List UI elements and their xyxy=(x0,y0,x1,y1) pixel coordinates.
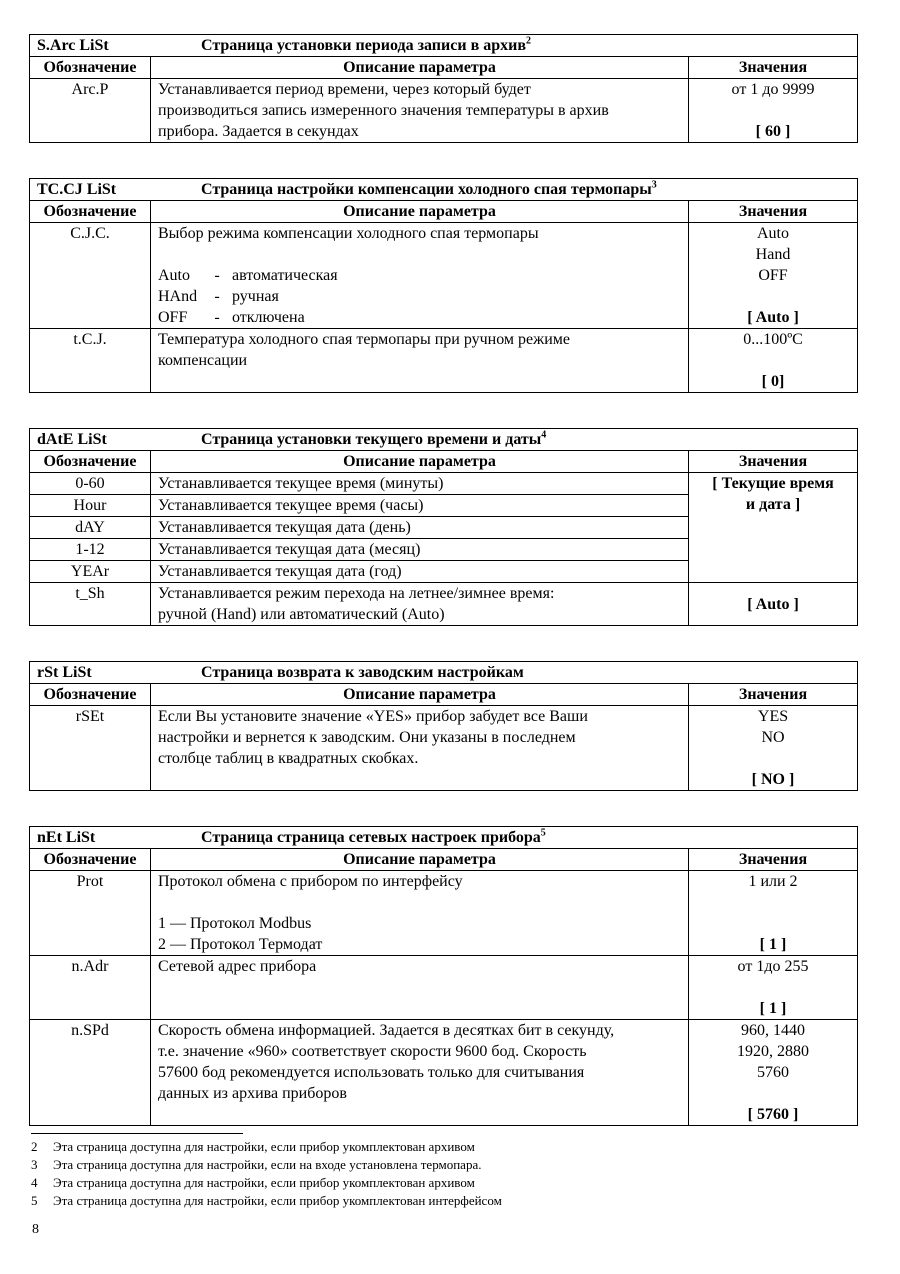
header-description: Описание параметра xyxy=(151,849,689,871)
table-row xyxy=(30,583,858,626)
table-title-row xyxy=(30,429,858,451)
header-code: Обозначение xyxy=(30,57,151,79)
table-title-row xyxy=(30,35,858,57)
default-value: [ Auto ] xyxy=(747,309,799,326)
param-description: Сетевой адрес прибора xyxy=(151,956,689,1020)
param-code: 0-60 xyxy=(30,473,151,495)
section-code: nEt LiSt xyxy=(37,829,96,846)
table-row xyxy=(30,871,858,956)
default-value: [ 60 ] xyxy=(755,123,791,140)
table-date-time xyxy=(29,428,858,626)
table-title-row xyxy=(30,179,858,201)
param-values: 0...100ºC [ 0] xyxy=(689,329,858,393)
param-description: Устанавливается текущее время (часы) xyxy=(151,495,689,517)
section-title: Страница установки периода записи в архив xyxy=(201,37,526,54)
footnote-divider xyxy=(31,1133,243,1134)
footnote: 2 Эта страница доступна для настройки, если прибор укомплектован архивом xyxy=(31,1139,475,1154)
param-description: Скорость обмена информацией. Задается в десятках бит в секунду, т.е. значение «960» соответствует скорости 9600 бод. Скорость 57600 бод рекомендуется использовать только для считывания данных из архива приборов xyxy=(151,1020,689,1126)
table-cold-junction xyxy=(29,178,858,393)
param-code: YEAr xyxy=(30,561,151,583)
section-title: Страница страница сетевых настроек прибора xyxy=(201,829,541,846)
footnote-ref: 2 xyxy=(525,35,531,47)
header-values: Значения xyxy=(689,57,858,79)
param-code: Hour xyxy=(30,495,151,517)
table-row xyxy=(30,1020,858,1126)
header-values: Значения xyxy=(689,849,858,871)
footnotes xyxy=(31,1133,861,1210)
param-description: Протокол обмена с прибором по интерфейсу 1 — Протокол Modbus 2 — Протокол Термодат xyxy=(151,871,689,956)
footnote-ref: 3 xyxy=(651,179,657,191)
table-archive-period xyxy=(29,34,858,143)
footnote: 5 Эта страница доступна для настройки, если прибор укомплектован интерфейсом xyxy=(31,1193,502,1208)
param-code: C.J.C. xyxy=(30,223,151,329)
header-code: Обозначение xyxy=(30,201,151,223)
table-header-row xyxy=(30,684,858,706)
section-title: Страница настройки компенсации холодного спая термопары xyxy=(201,181,652,198)
section-code: dAtE LiSt xyxy=(37,431,107,448)
section-title: Страница установки текущего времени и даты xyxy=(201,431,542,448)
param-values-merged: [ Текущие время и дата ] xyxy=(689,473,858,583)
header-description: Описание параметра xyxy=(151,684,689,706)
param-description: Устанавливается текущая дата (день) xyxy=(151,517,689,539)
param-code: t.C.J. xyxy=(30,329,151,393)
param-values: 1 или 2 [ 1 ] xyxy=(689,871,858,956)
header-description: Описание параметра xyxy=(151,201,689,223)
table-row xyxy=(30,956,858,1020)
param-values: от 1до 255 [ 1 ] xyxy=(689,956,858,1020)
param-code: 1-12 xyxy=(30,539,151,561)
header-code: Обозначение xyxy=(30,451,151,473)
param-description: Устанавливается текущая дата (месяц) xyxy=(151,539,689,561)
header-code: Обозначение xyxy=(30,684,151,706)
table-header-row xyxy=(30,201,858,223)
param-code: dAY xyxy=(30,517,151,539)
param-values: Auto Hand OFF [ Auto ] xyxy=(689,223,858,329)
param-description: Устанавливается текущая дата (год) xyxy=(151,561,689,583)
default-value: [ 5760 ] xyxy=(747,1106,799,1123)
section-code: S.Arc LiSt xyxy=(37,37,109,54)
param-values: YES NO [ NO ] xyxy=(689,706,858,791)
footnote-ref: 5 xyxy=(540,827,546,839)
param-values: 960, 1440 1920, 2880 5760 [ 5760 ] xyxy=(689,1020,858,1126)
param-code: n.SPd xyxy=(30,1020,151,1126)
table-factory-reset xyxy=(29,661,858,791)
param-code: Prot xyxy=(30,871,151,956)
table-header-row xyxy=(30,57,858,79)
param-code: n.Adr xyxy=(30,956,151,1020)
table-row xyxy=(30,223,858,329)
table-title-row xyxy=(30,662,858,684)
header-values: Значения xyxy=(689,201,858,223)
param-description: Устанавливается период времени, через который будет производиться запись измеренного значения температуры в архив прибора. Задается в секундах xyxy=(151,79,689,143)
table-row xyxy=(30,706,858,791)
param-description: Температура холодного спая термопары при ручном режиме компенсации xyxy=(151,329,689,393)
header-description: Описание параметра xyxy=(151,451,689,473)
param-code: Arc.P xyxy=(30,79,151,143)
param-code: rSEt xyxy=(30,706,151,791)
table-row xyxy=(30,473,858,495)
table-network-settings xyxy=(29,826,858,1126)
header-description: Описание параметра xyxy=(151,57,689,79)
default-value: [ Auto ] xyxy=(689,583,858,626)
default-value: [ NO ] xyxy=(751,771,795,788)
default-value: [ 1 ] xyxy=(759,1000,787,1017)
table-row xyxy=(30,79,858,143)
header-values: Значения xyxy=(689,684,858,706)
page-number: 8 xyxy=(32,1222,39,1237)
section-title: Страница возврата к заводским настройкам xyxy=(201,664,524,681)
param-description: Если Вы установите значение «YES» прибор забудет все Ваши настройки и вернется к заводским. Они указаны в последнем столбце таблиц в квадратных скобках. xyxy=(151,706,689,791)
param-description: Выбор режима компенсации холодного спая термопары Auto - автоматическая HAnd - ручная OFF - отключена xyxy=(151,223,689,329)
param-description: Устанавливается текущее время (минуты) xyxy=(151,473,689,495)
param-description: Устанавливается режим перехода на летнее/зимнее время: ручной (Hand) или автоматический (Auto) xyxy=(151,583,689,626)
section-code: rSt LiSt xyxy=(37,664,92,681)
footnote-ref: 4 xyxy=(541,429,547,441)
page-content xyxy=(29,34,857,1161)
header-values: Значения xyxy=(689,451,858,473)
section-code: TC.CJ LiSt xyxy=(37,181,117,198)
table-title-row xyxy=(30,827,858,849)
header-code: Обозначение xyxy=(30,849,151,871)
table-header-row xyxy=(30,849,858,871)
table-header-row xyxy=(30,451,858,473)
table-row xyxy=(30,329,858,393)
footnote: 3 Эта страница доступна для настройки, если на входе установлена термопара. xyxy=(31,1157,482,1172)
default-value: [ 0] xyxy=(761,373,785,390)
param-code: t_Sh xyxy=(30,583,151,626)
default-value: [ 1 ] xyxy=(759,936,787,953)
param-values: от 1 до 9999 [ 60 ] xyxy=(689,79,858,143)
footnote: 4 Эта страница доступна для настройки, если прибор укомплектован архивом xyxy=(31,1175,475,1190)
